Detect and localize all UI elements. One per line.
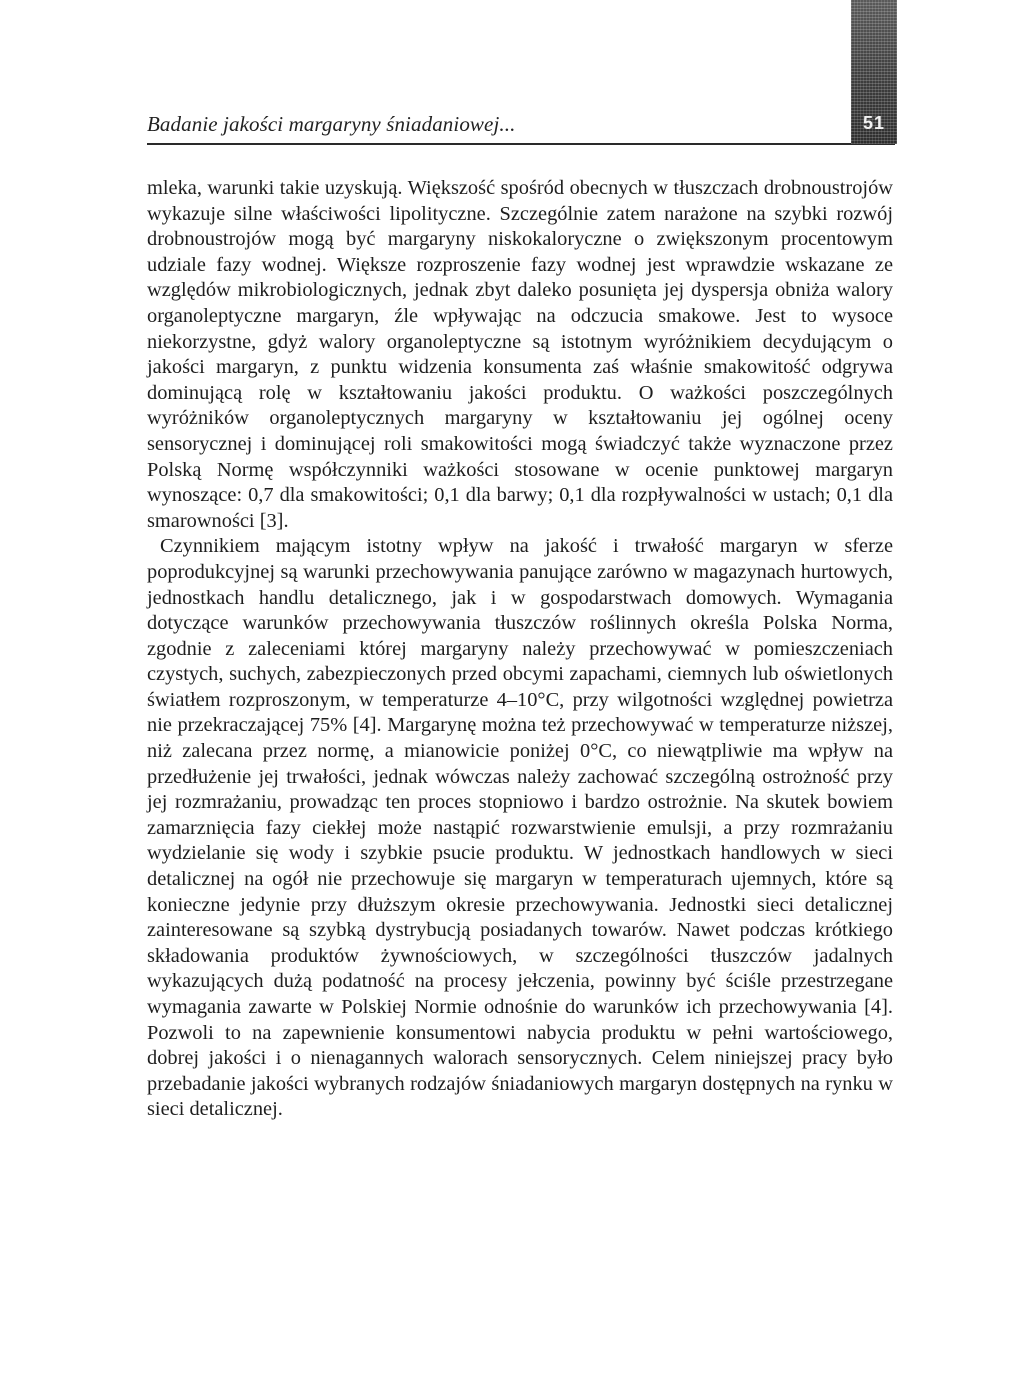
page-number: 51 — [862, 113, 886, 133]
body-text — [147, 176, 893, 1123]
running-header — [147, 112, 895, 142]
paragraph: mleka, warunki takie uzyskują. Większość spośród obecnych w tłuszczach drobnoustrojów wykazuje silne właściwości lipolityczne. Szczególnie zatem narażone na szybki rozwój drobnoustrojów mogą być margaryny niskokaloryczne o zwiększonym procentowym udziale fazy wodnej. Większe rozproszenie fazy wodnej jest wprawdzie wskazane ze względów mikrobiologicznych, jednak zbyt daleko posunięta jej dyspersja obniża walory organoleptyczne margaryn, źle wpływając na odczucia smakowe. Jest to wysoce niekorzystne, gdyż walory organoleptyczne są istotnym wyróżnikiem decydującym o jakości margaryn, z punktu widzenia konsumenta zaś właśnie smakowitość odgrywa dominującą rolę w kształtowaniu jakości produktu. O ważkości poszczególnych wyróżników organoleptycznych margaryny w kształtowaniu jej ogólnej oceny sensorycznej i dominującej roli smakowitości mogą świadczyć także wyznaczone przez Polską Normę współczynniki ważkości stosowane w ocenie punktowej margaryn wynoszące: 0,7 dla smakowitości; 0,1 dla barwy; 0,1 dla rozpływalności w ustach; 0,1 dla smarowności [3]. — [147, 177, 893, 532]
page-number-tab — [851, 0, 897, 144]
paragraph: Czynnikiem mającym istotny wpływ na jakość i trwałość margaryn w sferze poprodukcyjnej są warunki przechowywania panujące zarówno w magazynach hurtowych, jednostkach handlu detalicznego, jak i w gospodarstwach domowych. Wymagania dotyczące warunków przechowywania tłuszczów roślinnych określa Polska Norma, zgodnie z zaleceniami której margaryny należy przechowywać w pomieszczeniach czystych, suchych, zabezpieczonych przed obcymi zapachami, ciemnych lub oświetlonych światłem rozproszonym, w temperaturze 4–10°C, przy wilgotności względnej powietrza nie przekraczającej 75% [4]. Margarynę można też przechowywać w temperaturze niższej, niż zalecana przez normę, a mianowicie poniżej 0°C, co niewątpliwie ma wpływ na przedłużenie jej trwałości, jednak wówczas należy zachować szczególną ostrożność przy jej rozmrażaniu, prowadząc ten proces stopniowo i bardzo ostrożnie. Na skutek bowiem zamarznięcia fazy ciekłej może nastąpić rozwarstwienie emulsji, a przy rozmrażaniu wydzielanie się wody i szybkie psucie produktu. W jednostkach handlowych w sieci detalicznej na ogół nie przechowuje się margaryn w temperaturach ujemnych, które są konieczne jedynie przy dłuższym okresie przechowywania. Jednostki sieci detalicznej zainteresowane są szybką dystrybucją posiadanych towarów. Nawet podczas krótkiego składowania produktów żywnościowych, w szczególności tłuszczów jadalnych wykazujących dużą podatność na procesy jełczenia, powinny być ściśle przestrzegane wymagania zawarte w Polskiej Normie odnośnie do warunków ich przechowywania [4]. Pozwoli to na zapewnienie konsumentowi nabycia produktu w pełni wartościowego, dobrej jakości i o nienagannych walorach sensorycznych. Celem niniejszej pracy było przebadanie jakości wybranych rodzajów śniadaniowych margaryn dostępnych na rynku w sieci detalicznej. — [147, 535, 893, 1121]
running-title: Badanie jakości margaryny śniadaniowej... — [147, 112, 516, 136]
header-rule — [147, 143, 895, 145]
